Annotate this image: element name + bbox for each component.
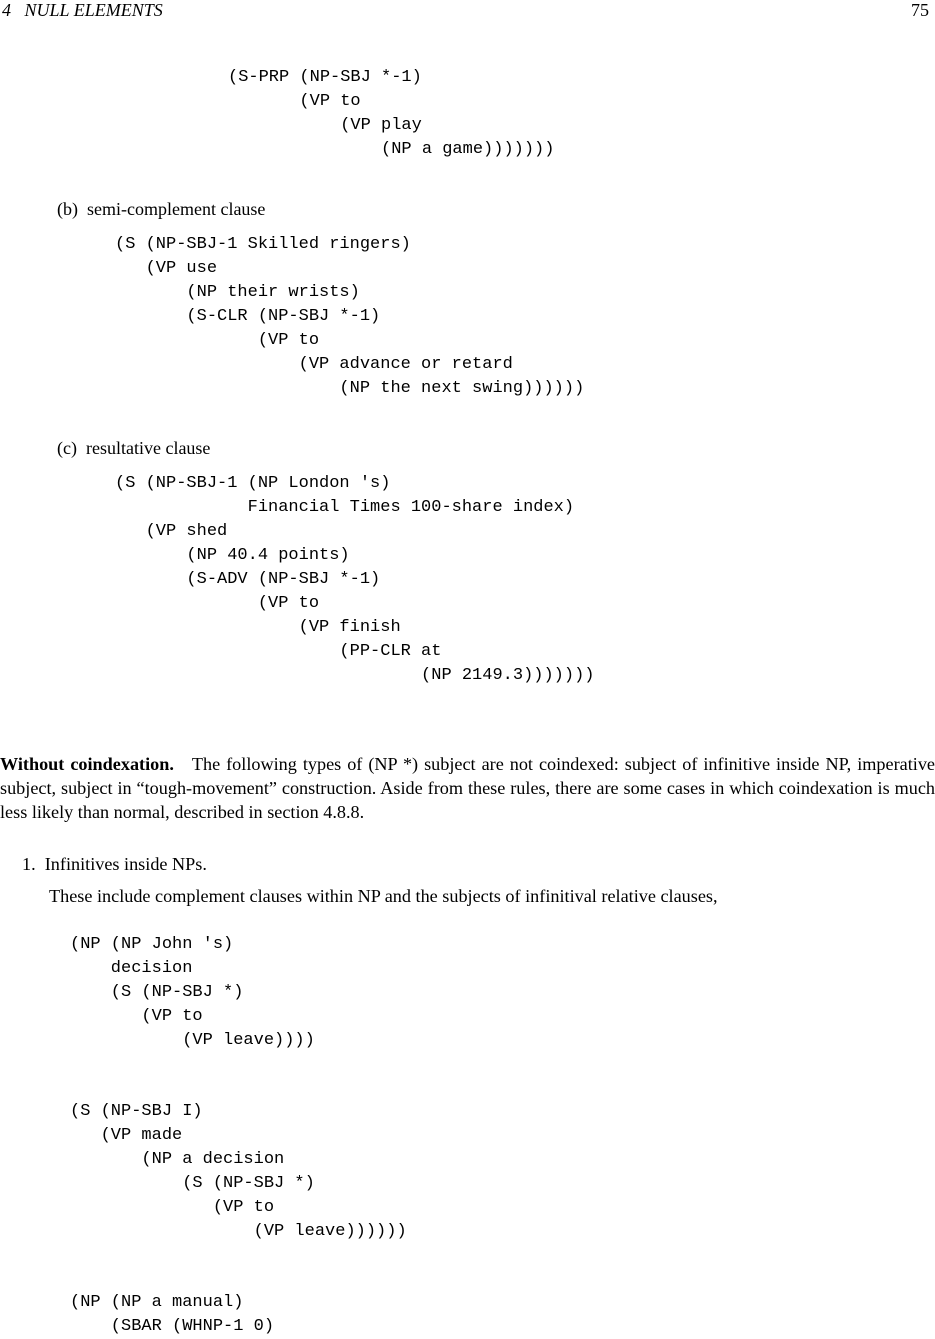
code-line: (NP their wrists) [115, 283, 360, 302]
code-line: (NP a decision [70, 1150, 285, 1169]
code-line: (S (NP-SBJ-1 (NP London 's) [115, 474, 391, 493]
tree-block-f [70, 1291, 274, 1339]
code-line: (S-ADV (NP-SBJ *-1) [115, 570, 381, 589]
code-line: (NP a game))))))) [228, 140, 555, 159]
code-line: (VP to [70, 1007, 203, 1026]
code-line: (NP 2149.3))))))) [115, 666, 595, 685]
code-line: (SBAR (WHNP-1 0) [70, 1317, 275, 1336]
code-line: (NP the next swing)))))) [115, 379, 585, 398]
tree-block-e [70, 1100, 407, 1244]
code-line: (S-CLR (NP-SBJ *-1) [115, 307, 381, 326]
code-line: (VP made [70, 1126, 183, 1145]
running-header: 4 NULL ELEMENTS [2, 0, 163, 20]
code-line: (VP to [115, 594, 320, 613]
code-line: (VP leave)))) [70, 1031, 315, 1050]
page-number: 75 [911, 0, 929, 20]
code-line: (S (NP-SBJ *) [70, 983, 244, 1002]
tree-block-b [115, 233, 584, 401]
code-line: (VP advance or retard [115, 355, 513, 374]
code-line: (S (NP-SBJ-1 Skilled ringers) [115, 235, 411, 254]
code-line: Financial Times 100-share index) [115, 498, 575, 517]
code-line: (VP play [228, 116, 422, 135]
tree-block-c [115, 472, 594, 688]
code-line: (NP (NP John 's) [70, 935, 234, 954]
code-line: (VP to [228, 92, 361, 111]
example-label-b: (b) semi-complement clause [57, 199, 266, 219]
tree-block-d [70, 933, 315, 1053]
tree-block-a [228, 66, 554, 162]
code-line: (NP 40.4 points) [115, 546, 350, 565]
code-line: (VP finish [115, 618, 401, 637]
code-line: (S-PRP (NP-SBJ *-1) [228, 68, 422, 87]
paragraph-text: The following types of (NP *) subject are not coindexed: subject of infinitive inside NP, imperative subject, subject in “tough-movement” construction. Aside from these rules, there are some cases in which coindexation is much less likely than normal, described in section 4.8.8. [0, 754, 935, 822]
code-line: (VP to [115, 331, 320, 350]
coindexation-paragraph [0, 752, 935, 824]
example-label-c: (c) resultative clause [57, 438, 211, 458]
code-line: (VP shed [115, 522, 228, 541]
code-line: (VP to [70, 1198, 275, 1217]
code-line: decision [70, 959, 193, 978]
paragraph-heading: Without coindexation. [0, 754, 174, 774]
list-item-label: 1. Infinitives inside NPs. [22, 854, 207, 874]
code-line: (NP (NP a manual) [70, 1293, 244, 1312]
list-item-text: These include complement clauses within NP and the subjects of infinitival relative clauses, [49, 886, 718, 906]
code-line: (PP-CLR at [115, 642, 442, 661]
code-line: (S (NP-SBJ I) [70, 1102, 203, 1121]
code-line: (VP leave)))))) [70, 1222, 407, 1241]
code-line: (VP use [115, 259, 218, 278]
code-line: (S (NP-SBJ *) [70, 1174, 315, 1193]
